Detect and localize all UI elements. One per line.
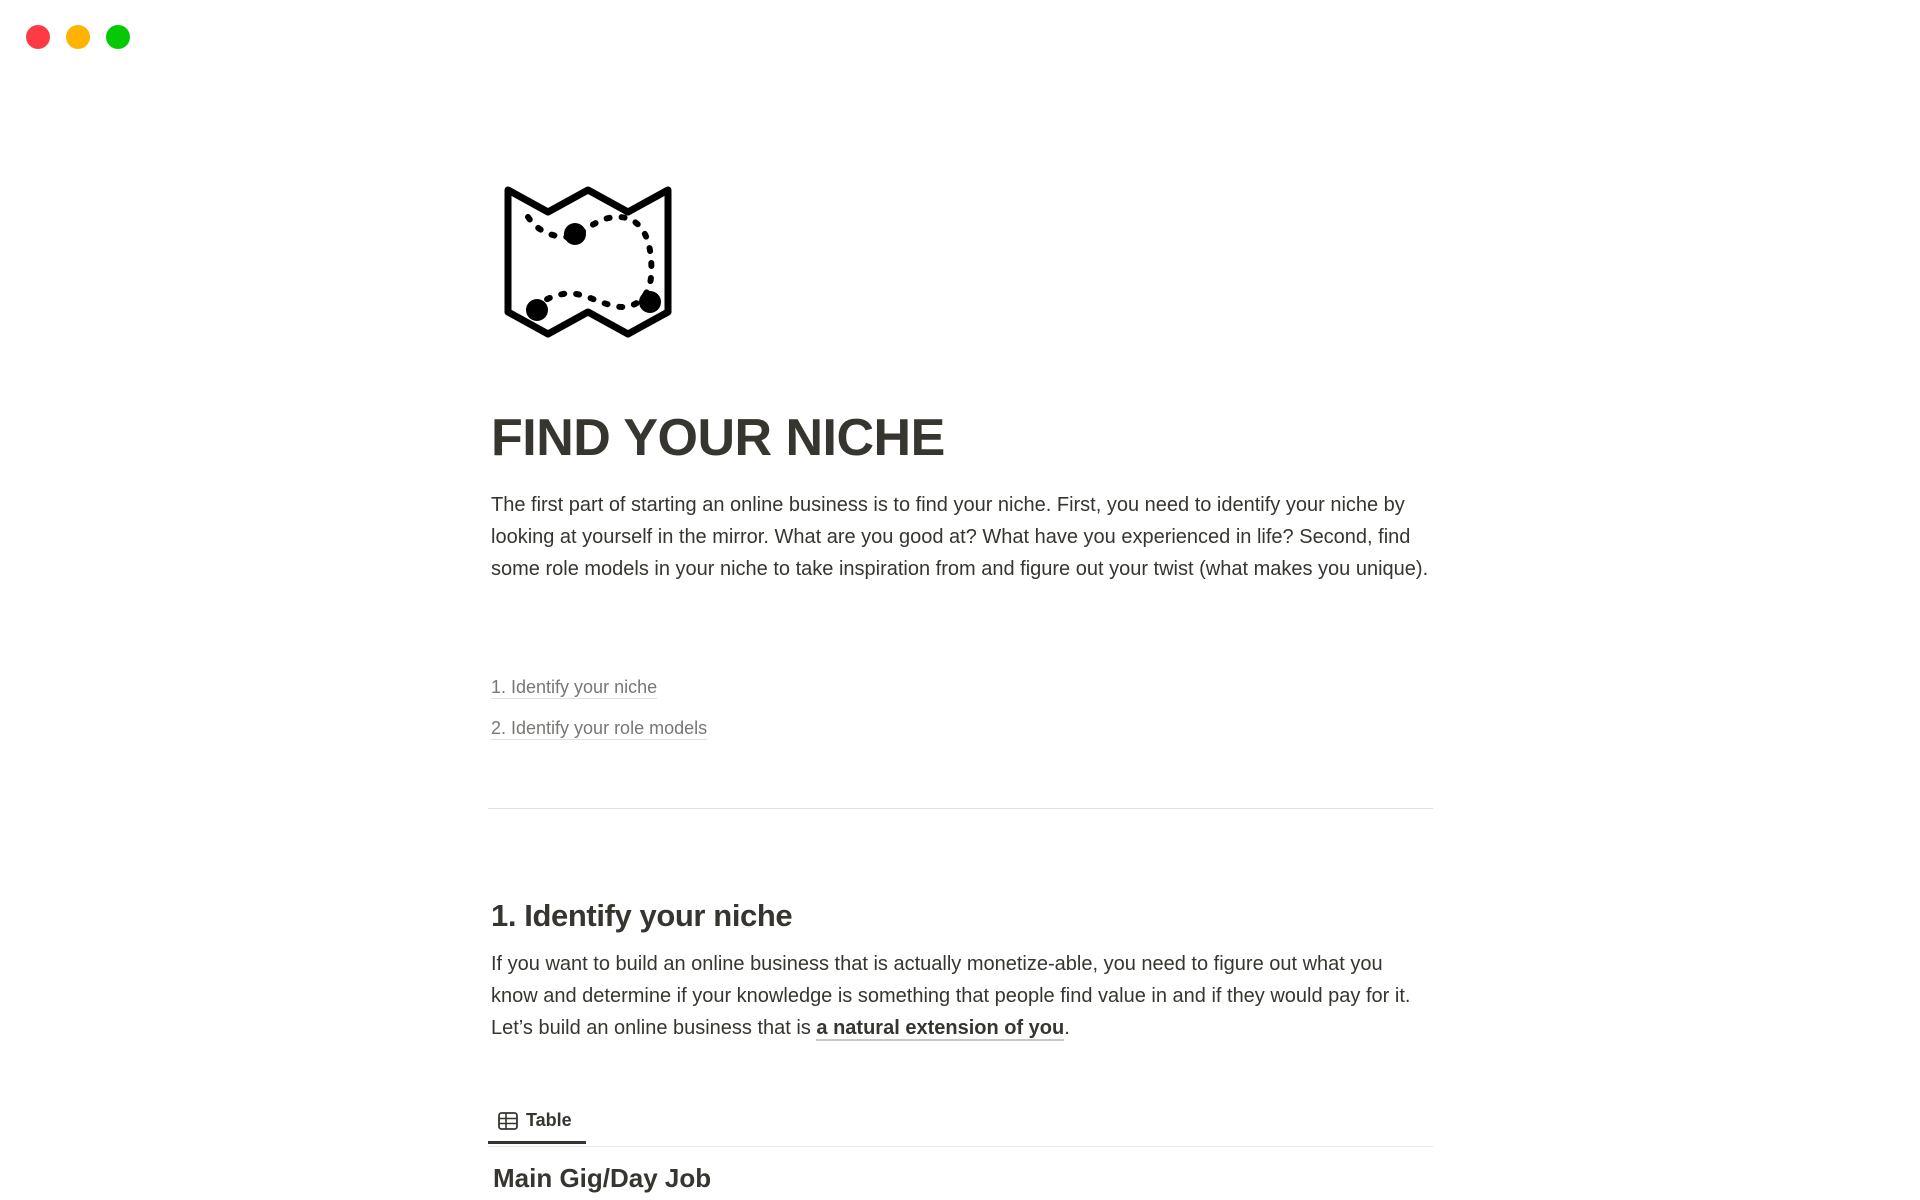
table-icon — [498, 1112, 518, 1130]
zoom-window-button[interactable] — [106, 25, 130, 49]
database-title[interactable]: Main Gig/Day Job — [493, 1163, 712, 1193]
close-window-button[interactable] — [26, 25, 50, 49]
section-text: If you want to build an online business that is actually monetize-able, you need to figure out what you know and determine if your knowledge is something that people find value in and if they would pay for it. Let’s build an online business that is — [491, 953, 1411, 1039]
window-controls — [26, 25, 130, 49]
table-of-contents — [491, 676, 707, 758]
database-view-tabs — [488, 1100, 1433, 1147]
intro-paragraph: The first part of starting an online business is to find your niche. First, you need to identify your niche by looking at yourself in the mirror. What are you good at? What have you experienced in life? Second, find some role models in your niche to take inspiration from and figure out your twist (what makes you unique). — [491, 494, 1429, 580]
highlight-link[interactable]: a natural extension of you — [816, 1017, 1065, 1039]
section-paragraph — [491, 948, 1431, 1044]
page-title[interactable]: FIND YOUR NICHE — [491, 409, 945, 467]
minimize-window-button[interactable] — [66, 25, 90, 49]
treasure-map-icon[interactable] — [503, 182, 673, 344]
divider — [488, 808, 1433, 809]
section-text-end: . — [1064, 1017, 1070, 1039]
toc-link-identify-niche[interactable]: 1. Identify your niche — [491, 677, 658, 697]
toc-link-identify-role-models[interactable]: 2. Identify your role models — [491, 718, 708, 738]
tab-table-view[interactable] — [488, 1100, 586, 1144]
tab-label: Table — [526, 1110, 572, 1130]
section-heading-identify-niche: 1. Identify your niche — [491, 898, 793, 933]
